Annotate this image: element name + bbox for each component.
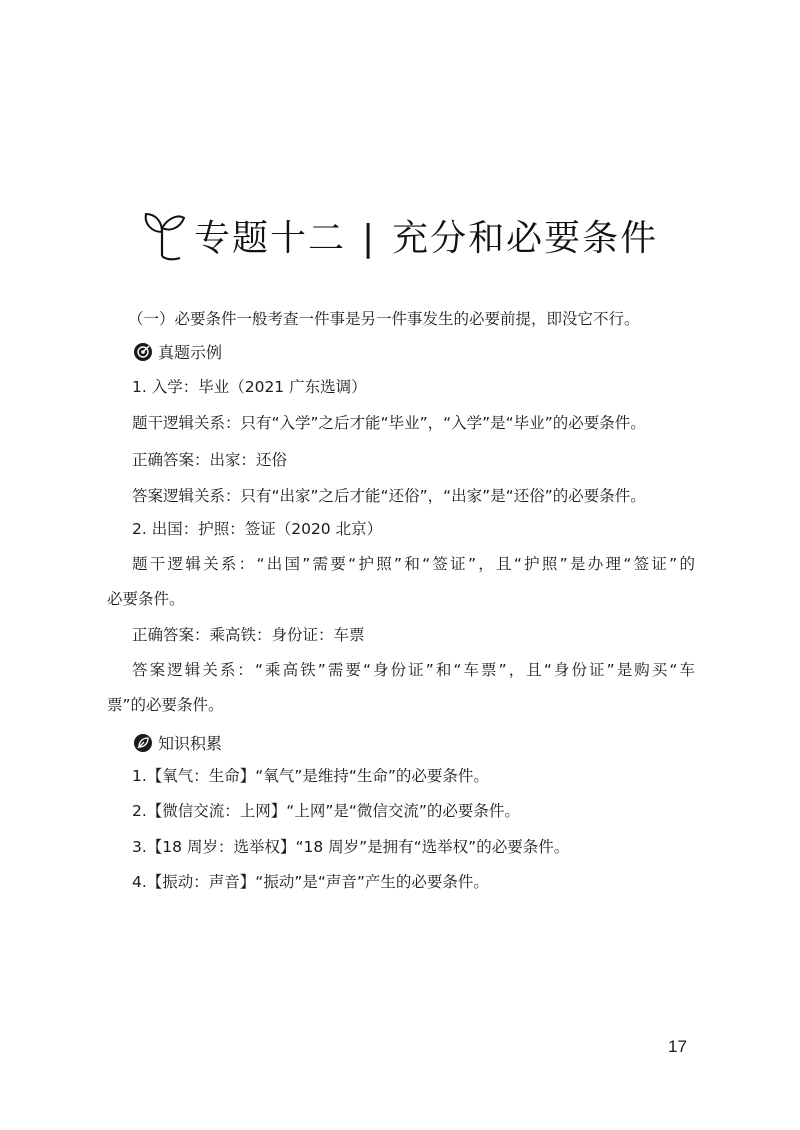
q2-question: 2. 出国：护照：签证（2020 北京） bbox=[132, 520, 383, 538]
knowledge-item-3: 3.【18 周岁：选举权】“18 周岁”是拥有“选举权”的必要条件。 bbox=[132, 838, 570, 856]
intro-paragraph: （一）必要条件一般考查一件事是另一件事发生的必要前提，即没它不行。 bbox=[128, 310, 640, 328]
q2-answer: 正确答案：乘高铁：身份证：车票 bbox=[132, 626, 365, 644]
q2-logic-line2: 必要条件。 bbox=[107, 590, 185, 608]
title-separator: | bbox=[362, 217, 377, 259]
title-main: 专题十二 bbox=[194, 217, 347, 259]
chapter-title bbox=[140, 200, 658, 270]
section-heading-examples bbox=[134, 340, 222, 363]
q2-answer-logic-line2: 票”的必要条件。 bbox=[107, 696, 224, 714]
knowledge-item-1: 1.【氧气：生命】“氧气”是维持“生命”的必要条件。 bbox=[132, 767, 489, 785]
q1-answer-logic: 答案逻辑关系：只有“出家”之后才能“还俗”，“出家”是“还俗”的必要条件。 bbox=[132, 487, 646, 505]
knowledge-item-4: 4.【振动：声音】“振动”是“声音”产生的必要条件。 bbox=[132, 873, 489, 891]
section2-heading: 知识积累 bbox=[158, 734, 223, 753]
q2-answer-logic-line1: 答案逻辑关系：“乘高铁”需要“身份证”和“车票”，且“身份证”是购买“车 bbox=[132, 661, 695, 679]
page-number: 17 bbox=[668, 1037, 687, 1056]
section-heading-knowledge bbox=[134, 731, 222, 754]
q2-logic-line1: 题干逻辑关系：“出国”需要“护照”和“签证”，且“护照”是办理“签证”的 bbox=[132, 555, 695, 573]
knowledge-item-2: 2.【微信交流：上网】“上网”是“微信交流”的必要条件。 bbox=[132, 802, 520, 820]
sprout-icon bbox=[140, 206, 186, 264]
title-sub: 充分和必要条件 bbox=[392, 217, 659, 259]
target-icon bbox=[134, 343, 152, 361]
q1-answer: 正确答案：出家：还俗 bbox=[132, 451, 288, 469]
leaf-icon bbox=[134, 734, 152, 752]
q1-question: 1. 入学：毕业（2021 广东选调） bbox=[132, 378, 367, 396]
q1-logic: 题干逻辑关系：只有“入学”之后才能“毕业”，“入学”是“毕业”的必要条件。 bbox=[132, 414, 646, 432]
section1-heading: 真题示例 bbox=[158, 343, 223, 362]
